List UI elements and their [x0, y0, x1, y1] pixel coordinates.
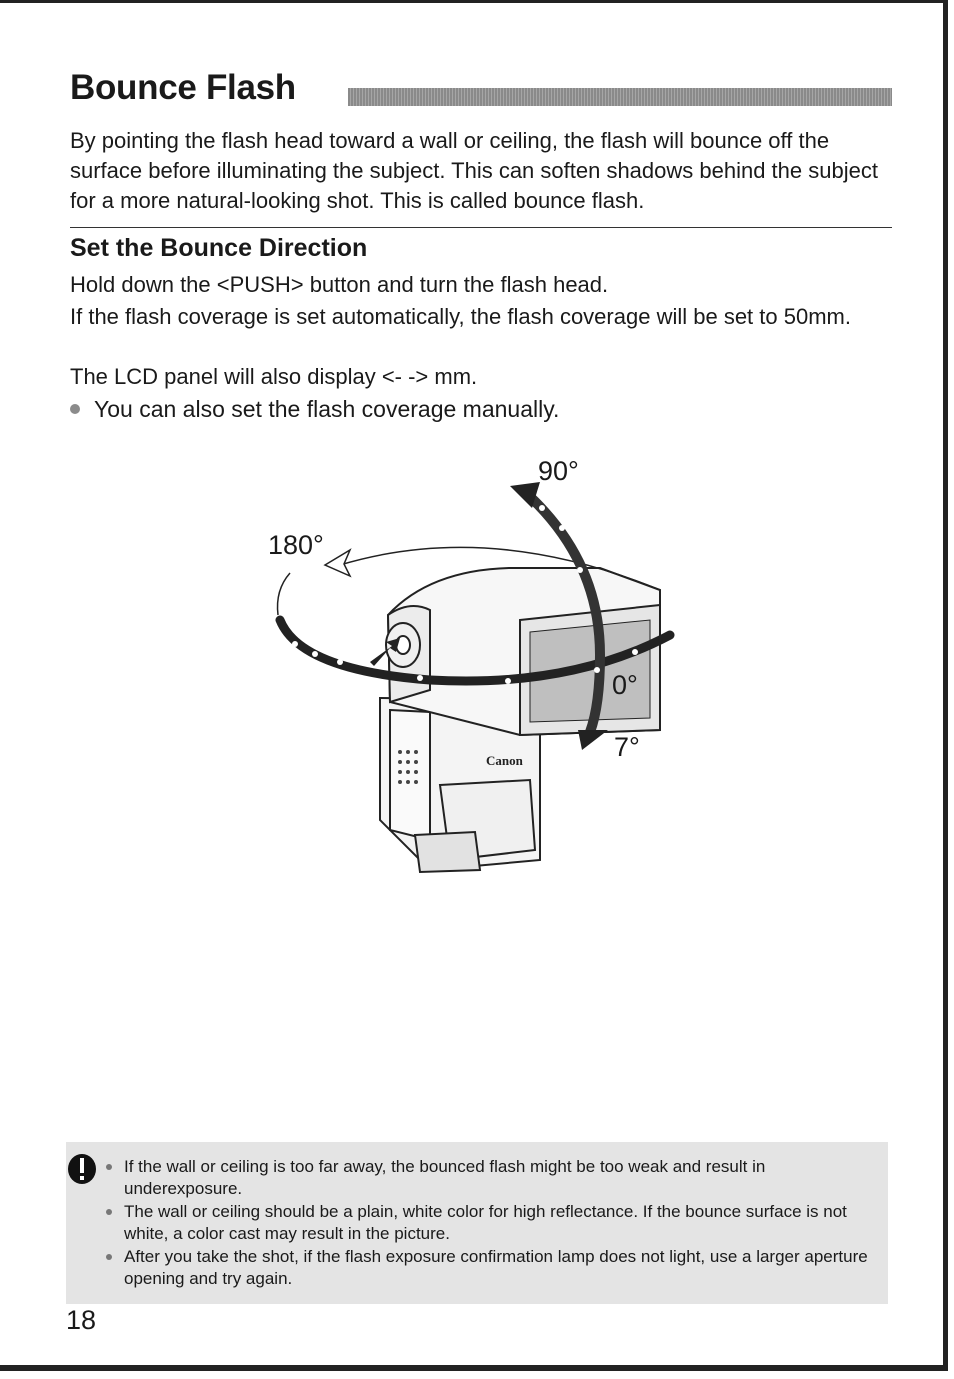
angle-label-180: 180°	[268, 530, 324, 560]
swing-arrow-icon	[278, 573, 291, 615]
section-divider	[70, 227, 892, 228]
angle-label-7: 7°	[614, 732, 640, 762]
title-decoration-bar	[348, 88, 892, 106]
brand-logo: Canon	[486, 753, 523, 768]
angle-label-90: 90°	[538, 456, 579, 486]
bullet-item	[70, 394, 559, 424]
instruction-line-3: The LCD panel will also display <- -> mm.	[70, 364, 478, 389]
down-arrow-icon	[578, 730, 608, 750]
caution-note-box	[66, 1142, 888, 1304]
page-number: 18	[66, 1305, 97, 1335]
caution-icon	[66, 1152, 100, 1186]
flash-illustration	[240, 440, 720, 890]
flash-unit-drawing	[380, 568, 660, 872]
bullet-text: You can also set the flash coverage manually.	[94, 396, 560, 422]
instruction-line-2: If the flash coverage is set automatically, the flash coverage will be set to 50mm.	[70, 304, 851, 329]
instruction-line-1: Hold down the <PUSH> button and turn the flash head.	[70, 272, 609, 297]
bullet-dot-icon	[70, 404, 80, 414]
note-item-3: After you take the shot, if the flash exposure confirmation lamp does not light, use a larger aperture opening and try again.	[106, 1246, 882, 1290]
note-item-2: The wall or ceiling should be a plain, white color for high reflectance. If the bounce surface is not white, a color cast may result in the picture.	[106, 1201, 882, 1245]
title-row	[70, 66, 892, 114]
intro-paragraph: By pointing the flash head toward a wall or ceiling, the flash will bounce off the surface before illuminating the subject. This can soften shadows behind the subject for a more natural-looking shot. This is called bounce flash.	[70, 128, 878, 213]
note-item-1: If the wall or ceiling is too far away, the bounced flash might be too weak and result in underexposure.	[106, 1156, 882, 1200]
caution-notes	[106, 1156, 882, 1291]
angle-label-0: 0°	[612, 670, 638, 700]
section-title: Set the Bounce Direction	[70, 234, 368, 262]
page-title: Bounce Flash	[70, 68, 296, 107]
